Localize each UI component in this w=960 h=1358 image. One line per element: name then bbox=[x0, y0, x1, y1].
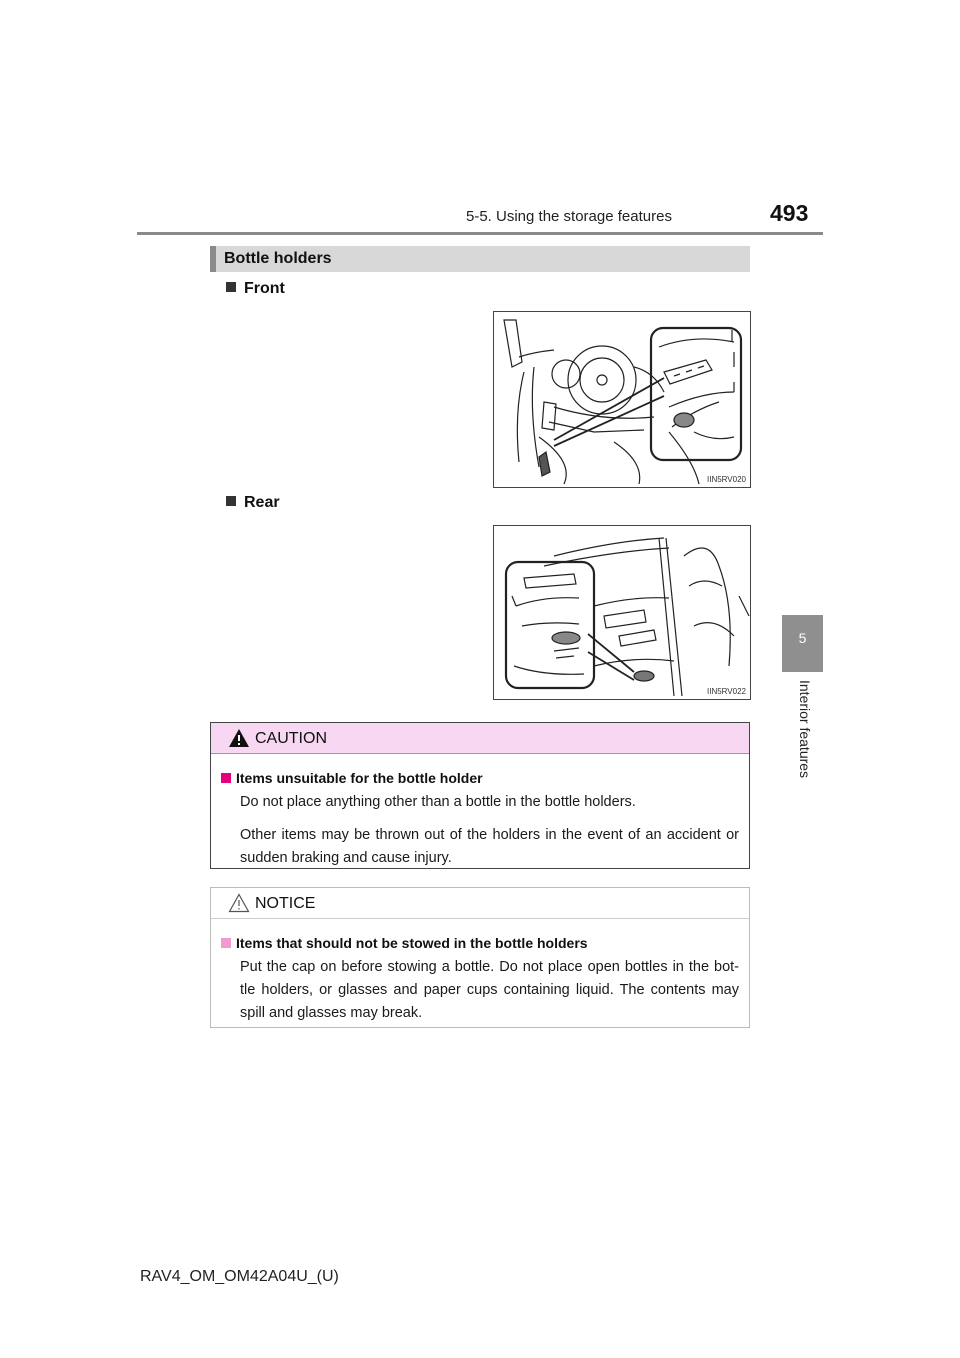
caution-item-heading-text: Items unsuitable for the bottle holder bbox=[236, 770, 483, 786]
footer-doc-code: RAV4_OM_OM42A04U_(U) bbox=[140, 1268, 339, 1285]
chapter-label: Interior features bbox=[797, 680, 813, 779]
warning-triangle-outline-icon bbox=[228, 893, 250, 913]
warning-triangle-icon bbox=[228, 728, 250, 748]
subsection-label: Rear bbox=[244, 494, 280, 511]
rear-bottle-holder-illustration bbox=[493, 525, 751, 700]
figure-code: IIN5RV022 bbox=[707, 687, 746, 696]
bullet-square-icon bbox=[221, 938, 231, 948]
caution-title: CAUTION bbox=[255, 730, 327, 747]
notice-title: NOTICE bbox=[255, 895, 316, 912]
notice-item-heading-text: Items that should not be stowed in the bottle holders bbox=[236, 935, 588, 951]
page-number: 493 bbox=[770, 200, 809, 226]
caution-header bbox=[211, 723, 749, 754]
bullet-square-icon bbox=[226, 496, 236, 506]
caution-paragraph: Do not place anything other than a bottle in the bottle holders. bbox=[240, 794, 636, 810]
notice-header bbox=[211, 888, 749, 919]
front-bottle-holder-illustration bbox=[493, 311, 751, 488]
bullet-square-icon bbox=[226, 282, 236, 292]
header-section-title: 5-5. Using the storage features bbox=[466, 208, 672, 225]
subsection-front bbox=[226, 280, 285, 298]
section-title: Bottle holders bbox=[224, 250, 332, 267]
section-header-bar bbox=[210, 246, 750, 272]
caution-item-heading bbox=[221, 768, 739, 788]
notice-paragraph: Put the cap on before stowing a bottle. Do not place open bottles in the bot-tle holders, or glasses and paper cups containing liquid. The contents may spill and glasses may break. bbox=[240, 959, 739, 1021]
header-rule bbox=[137, 232, 823, 235]
bullet-square-icon bbox=[221, 773, 231, 783]
figure-code: IIN5RV020 bbox=[707, 475, 746, 484]
chapter-number: 5 bbox=[798, 630, 807, 646]
notice-box bbox=[210, 887, 750, 1028]
subsection-rear bbox=[226, 494, 280, 512]
subsection-label: Front bbox=[244, 280, 285, 297]
front-door-panel-drawing bbox=[494, 312, 750, 487]
notice-item-heading bbox=[221, 933, 739, 953]
rear-door-panel-drawing bbox=[494, 526, 750, 699]
caution-box bbox=[210, 722, 750, 869]
caution-paragraph: Other items may be thrown out of the holders in the event of an accident or sudden braking and cause injury. bbox=[240, 827, 739, 866]
